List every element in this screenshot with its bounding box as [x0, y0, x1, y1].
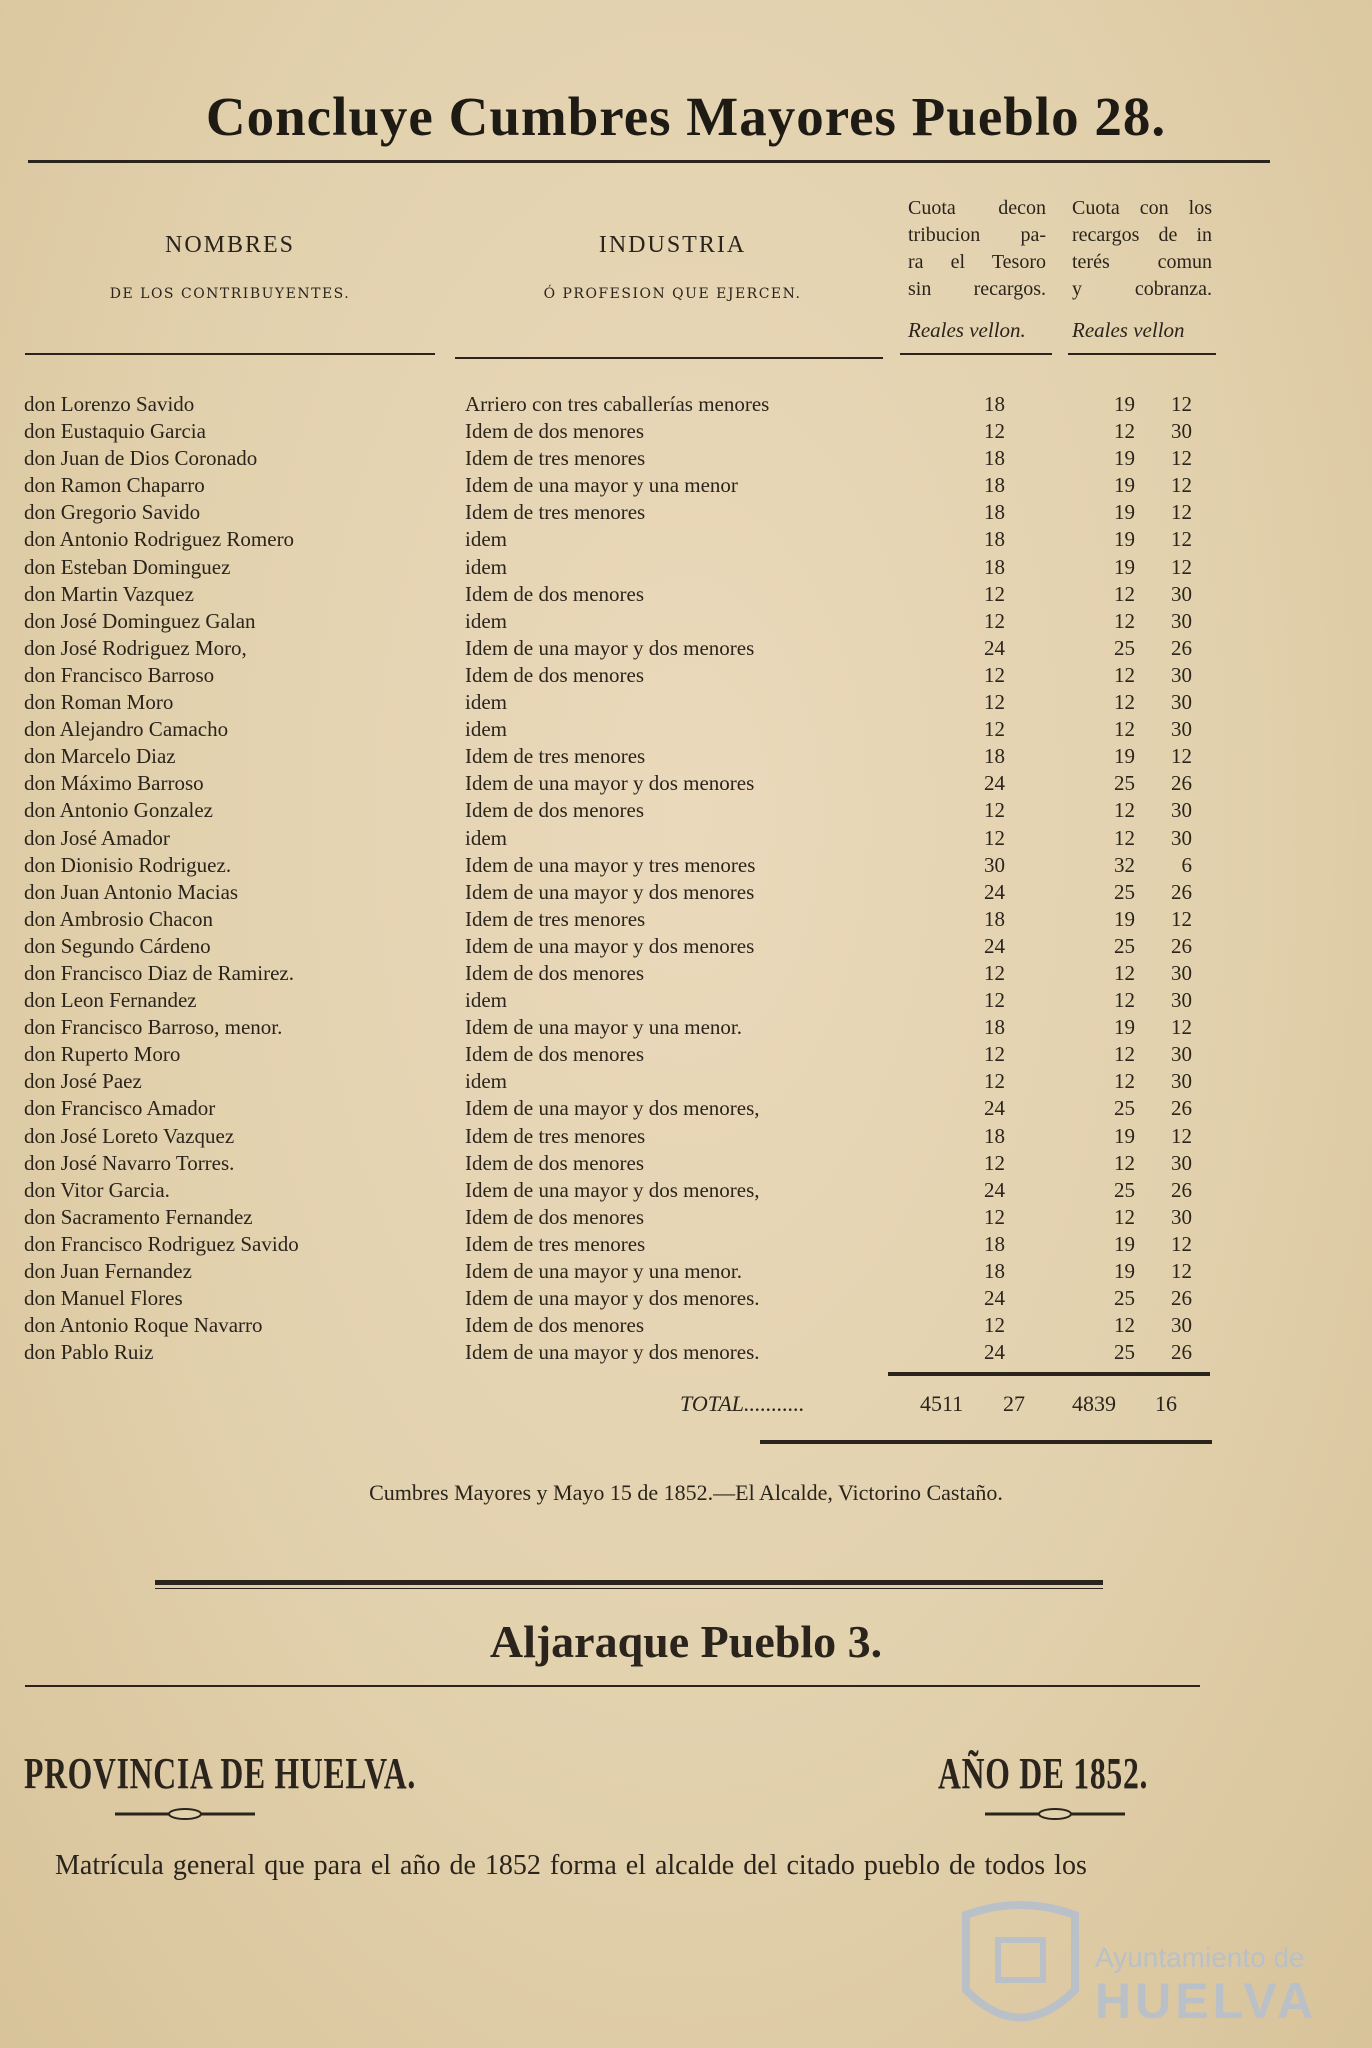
- matricula-text: Matrícula general que para el año de 1852 forma el alcalde del citado pueblo de todos los: [55, 1850, 1087, 1881]
- cuota-recargo-cent-cell: 30: [1171, 419, 1192, 444]
- cuota-recargo-reales-cell: 12: [1114, 608, 1135, 633]
- cuota-tesoro-cell: 24: [984, 1096, 1005, 1121]
- contribuyente-name: don Martin Vazquez: [24, 581, 194, 606]
- nombres-header: [25, 232, 435, 302]
- contribuyente-name: don José Amador: [24, 825, 170, 850]
- industria-cell: Idem de dos menores: [465, 798, 645, 823]
- cuota-recargo-reales-cell: 12: [1114, 960, 1135, 985]
- cuota-recargo-cent-cell: 26: [1171, 879, 1192, 904]
- table-row: [0, 1014, 1372, 1041]
- cuota-tesoro-cell: 12: [984, 1042, 1005, 1067]
- industria-cell: Idem de una mayor y una menor.: [465, 1015, 742, 1040]
- cuota-recargo-cent-cell: 26: [1171, 1177, 1192, 1202]
- table-row: [0, 445, 1372, 472]
- section-rule-thick: [155, 1580, 1103, 1585]
- industria-cell: idem: [465, 690, 507, 715]
- cuota-tesoro-cell: 18: [984, 1123, 1005, 1148]
- table-row: [0, 608, 1372, 635]
- contribuyente-name: don Alejandro Camacho: [24, 717, 229, 742]
- cuota-recargo-reales-cell: 12: [1114, 690, 1135, 715]
- contribuyente-name: don Manuel Flores: [24, 1286, 183, 1311]
- cuota-recargo-cent-cell: 26: [1171, 1096, 1192, 1121]
- industria-cell: Idem de una mayor y dos menores,: [465, 1177, 760, 1202]
- industria-cell: idem: [465, 608, 507, 633]
- industria-cell: Idem de una mayor y dos menores.: [465, 1340, 760, 1365]
- section-rule-thin: [155, 1588, 1103, 1589]
- cuota-recargo-cent-cell: 12: [1171, 1123, 1192, 1148]
- cuota-recargo-reales-cell: 12: [1114, 1204, 1135, 1229]
- table-row: [0, 391, 1372, 418]
- cuota-tesoro-cell: 12: [984, 1313, 1005, 1338]
- cuota-recargo-cent-cell: 30: [1171, 1042, 1192, 1067]
- contribuyente-name: don José Dominguez Galan: [24, 608, 256, 633]
- cuota-recargo-reales-cell: 19: [1114, 744, 1135, 769]
- table-row: [0, 770, 1372, 797]
- table-row: [0, 662, 1372, 689]
- cuota-recargo-cent-cell: 30: [1171, 1069, 1192, 1094]
- table-row: [0, 554, 1372, 581]
- cuota-recargo-reales-cell: 12: [1114, 825, 1135, 850]
- signature-line: Cumbres Mayores y Mayo 15 de 1852.—El Alcalde, Victorino Castaño.: [369, 1480, 1003, 1505]
- cuota-tesoro-cell: 18: [984, 906, 1005, 931]
- cuota-recargos-line: Cuota con los: [1072, 197, 1212, 219]
- cuota-tesoro-cell: 24: [984, 933, 1005, 958]
- industria-cell: Idem de dos menores: [465, 1150, 645, 1175]
- contribuyente-name: don Juan Antonio Macias: [24, 879, 239, 904]
- industria-label: INDUSTRIA: [598, 232, 747, 258]
- cuota-recargo-cent-cell: 26: [1171, 771, 1192, 796]
- cuota-recargo-reales-cell: 19: [1114, 554, 1135, 579]
- contribuyente-name: don Máximo Barroso: [24, 771, 204, 796]
- cuota-recargo-cent-cell: 30: [1171, 690, 1192, 715]
- table-row: [0, 689, 1372, 716]
- table-row: [0, 716, 1372, 743]
- header-rule-nombres: [25, 353, 435, 355]
- table-row: [0, 1041, 1372, 1068]
- watermark-line1: Ayuntamiento de: [1095, 1942, 1305, 1973]
- cuota-recargos-line: terés comun: [1072, 251, 1212, 273]
- table-row: [0, 418, 1372, 445]
- cuota-recargo-reales-cell: 25: [1114, 1096, 1135, 1121]
- cuota-tesoro-line: sin recargos.: [908, 278, 1046, 300]
- industria-cell: idem: [465, 1069, 507, 1094]
- contribuyentes-table: [0, 391, 1372, 1366]
- cuota-recargo-cent-cell: 6: [1181, 852, 1192, 877]
- cuota-tesoro-cell: 12: [984, 988, 1005, 1013]
- cuota-recargo-cent-cell: 12: [1171, 392, 1192, 416]
- cuota-recargo-reales-cell: 19: [1114, 1123, 1135, 1148]
- table-row: [0, 1258, 1372, 1285]
- cuota-tesoro-cell: 24: [984, 771, 1005, 796]
- contribuyente-name: don Esteban Dominguez: [24, 554, 231, 579]
- cuota-recargo-reales-cell: 25: [1114, 1177, 1135, 1202]
- table-row: [0, 743, 1372, 770]
- industria-cell: Idem de dos menores: [465, 419, 645, 444]
- total-rule-bottom: [760, 1440, 1212, 1444]
- industria-cell: idem: [465, 988, 507, 1013]
- contribuyente-name: don Antonio Roque Navarro: [24, 1313, 263, 1338]
- cuota-tesoro-cell: 12: [984, 717, 1005, 742]
- industria-cell: idem: [465, 825, 507, 850]
- industria-cell: Idem de dos menores: [465, 581, 645, 606]
- table-row: [0, 1231, 1372, 1258]
- total-tesoro-reales: 4511: [920, 1391, 964, 1416]
- cuota-recargo-reales-cell: 19: [1114, 500, 1135, 525]
- industria-cell: idem: [465, 717, 507, 742]
- table-row: [0, 1068, 1372, 1095]
- cuota-tesoro-cell: 18: [984, 500, 1005, 525]
- cuota-recargo-reales-cell: 19: [1114, 392, 1135, 416]
- industria-header: [455, 232, 890, 302]
- table-row: [0, 825, 1372, 852]
- section-title: Aljaraque Pueblo 3.: [489, 1616, 883, 1667]
- contribuyente-name: don Antonio Gonzalez: [24, 798, 213, 823]
- table-row: [0, 1339, 1372, 1366]
- industria-cell: Idem de dos menores: [465, 960, 645, 985]
- cuota-recargo-cent-cell: 26: [1171, 933, 1192, 958]
- table-row: [0, 879, 1372, 906]
- cuota-tesoro-cell: 18: [984, 744, 1005, 769]
- cuota-recargo-reales-cell: 12: [1114, 581, 1135, 606]
- cuota-recargo-reales-cell: 19: [1114, 527, 1135, 552]
- cuota-recargo-cent-cell: 30: [1171, 717, 1192, 742]
- cuota-recargo-cent-cell: 26: [1171, 1286, 1192, 1311]
- cuota-tesoro-cell: 12: [984, 1204, 1005, 1229]
- watermark-line2: HUELVA: [1095, 1973, 1318, 2029]
- title-rule: [28, 160, 1270, 163]
- cuota-tesoro-cell: 12: [984, 960, 1005, 985]
- table-row: [0, 852, 1372, 879]
- contribuyente-name: don José Rodriguez Moro,: [24, 635, 247, 660]
- cuota-recargo-reales-cell: 19: [1114, 1259, 1135, 1283]
- total-tesoro-cent: 27: [1003, 1391, 1025, 1416]
- industria-cell: Idem de tres menores: [465, 1123, 646, 1148]
- cuota-recargo-cent-cell: 12: [1171, 554, 1192, 579]
- cuota-recargo-cent-cell: 26: [1171, 1340, 1192, 1365]
- industria-cell: Idem de tres menores: [465, 906, 646, 931]
- cuota-tesoro-cell: 12: [984, 690, 1005, 715]
- contribuyente-name: don Segundo Cárdeno: [24, 933, 211, 958]
- contribuyente-name: don Lorenzo Savido: [24, 392, 195, 416]
- cuota-tesoro-cell: 24: [984, 1340, 1005, 1365]
- cuota-tesoro-cell: 12: [984, 419, 1005, 444]
- contribuyente-name: don José Paez: [24, 1069, 142, 1094]
- cuota-recargo-reales-cell: 25: [1114, 1340, 1135, 1365]
- industria-cell: Idem de una mayor y dos menores: [465, 771, 755, 796]
- cuota-recargo-cent-cell: 30: [1171, 988, 1192, 1013]
- contribuyente-name: don Sacramento Fernandez: [24, 1204, 253, 1229]
- cuota-recargo-reales-cell: 25: [1114, 933, 1135, 958]
- industria-cell: idem: [465, 527, 507, 552]
- cuota-recargo-cent-cell: 12: [1171, 500, 1192, 525]
- contribuyente-name: don Roman Moro: [24, 690, 174, 715]
- huelva-crest-icon: [958, 1895, 1083, 2045]
- table-row: [0, 797, 1372, 824]
- cuota-recargo-cent-cell: 12: [1171, 527, 1192, 552]
- cuota-recargo-reales-cell: 12: [1114, 419, 1135, 444]
- cuota-recargo-reales-cell: 25: [1114, 1286, 1135, 1311]
- contribuyente-name: don Leon Fernandez: [24, 988, 197, 1013]
- cuota-tesoro-cell: 18: [984, 1231, 1005, 1256]
- units-recargos: Reales vellon: [1072, 318, 1185, 342]
- header-rule-industria: [455, 357, 883, 359]
- ornament-rule-icon: [115, 1807, 255, 1821]
- table-row: [0, 1312, 1372, 1339]
- cuota-recargo-cent-cell: 30: [1171, 608, 1192, 633]
- cuota-tesoro-cell: 30: [984, 852, 1005, 877]
- contribuyente-name: don José Navarro Torres.: [24, 1150, 235, 1175]
- table-row: [0, 526, 1372, 553]
- table-row: [0, 960, 1372, 987]
- cuota-recargos-header: [1072, 195, 1212, 303]
- cuota-tesoro-line: ra el Tesoro: [908, 251, 1046, 273]
- contribuyente-name: don Marcelo Diaz: [24, 744, 176, 769]
- table-row: [0, 1123, 1372, 1150]
- cuota-recargo-cent-cell: 30: [1171, 662, 1192, 687]
- cuota-tesoro-cell: 12: [984, 662, 1005, 687]
- cuota-tesoro-cell: 12: [984, 798, 1005, 823]
- industria-sublabel: Ó PROFESION QUE EJERCEN.: [543, 286, 802, 302]
- cuota-tesoro-cell: 24: [984, 879, 1005, 904]
- contribuyente-name: don Francisco Rodriguez Savido: [24, 1231, 299, 1256]
- industria-cell: Idem de una mayor y dos menores,: [465, 1096, 760, 1121]
- industria-cell: idem: [465, 554, 507, 579]
- cuota-recargo-cent-cell: 30: [1171, 1150, 1192, 1175]
- cuota-tesoro-cell: 24: [984, 1286, 1005, 1311]
- cuota-recargo-reales-cell: 19: [1114, 1015, 1135, 1040]
- contribuyente-name: don Eustaquio Garcia: [24, 419, 206, 444]
- cuota-recargo-cent-cell: 12: [1171, 906, 1192, 931]
- contribuyente-name: don José Loreto Vazquez: [24, 1123, 235, 1148]
- section-title-rule: [25, 1685, 1200, 1687]
- contribuyente-name: don Gregorio Savido: [24, 500, 201, 525]
- cuota-recargo-reales-cell: 25: [1114, 635, 1135, 660]
- cuota-tesoro-line: Cuota decon: [908, 197, 1046, 219]
- table-row: [0, 1095, 1372, 1122]
- cuota-recargo-cent-cell: 30: [1171, 1204, 1192, 1229]
- cuota-tesoro-cell: 24: [984, 635, 1005, 660]
- cuota-recargo-reales-cell: 12: [1114, 798, 1135, 823]
- table-row: [0, 581, 1372, 608]
- cuota-recargo-cent-cell: 30: [1171, 581, 1192, 606]
- units-tesoro: Reales vellon.: [908, 318, 1026, 342]
- ano-heading: AÑO DE 1852.: [938, 1749, 1149, 1798]
- provincia-ornament: [115, 1806, 255, 1825]
- total-rule-top: [888, 1372, 1210, 1376]
- cuota-recargo-cent-cell: 12: [1171, 1231, 1192, 1256]
- cuota-recargo-cent-cell: 12: [1171, 446, 1192, 471]
- industria-cell: Idem de tres menores: [465, 446, 646, 471]
- cuota-recargo-reales-cell: 12: [1114, 1042, 1135, 1067]
- industria-cell: Arriero con tres caballerías menores: [465, 392, 770, 416]
- cuota-tesoro-cell: 18: [984, 1015, 1005, 1040]
- cuota-recargo-reales-cell: 19: [1114, 906, 1135, 931]
- table-row: [0, 1285, 1372, 1312]
- cuota-tesoro-cell: 18: [984, 527, 1005, 552]
- nombres-sublabel: DE LOS CONTRIBUYENTES.: [109, 286, 351, 302]
- contribuyente-name: don Francisco Barroso: [24, 662, 215, 687]
- contribuyente-name: don Ruperto Moro: [24, 1042, 181, 1067]
- contribuyente-name: don Francisco Diaz de Ramirez.: [24, 960, 294, 985]
- cuota-tesoro-line: tribucion pa-: [908, 224, 1046, 246]
- cuota-tesoro-cell: 12: [984, 1150, 1005, 1175]
- nombres-label: NOMBRES: [164, 232, 296, 258]
- cuota-recargo-cent-cell: 30: [1171, 1313, 1192, 1338]
- cuota-recargos-line: recargos de in: [1072, 224, 1212, 246]
- cuota-tesoro-cell: 18: [984, 1259, 1005, 1283]
- contribuyente-name: don Francisco Barroso, menor.: [24, 1015, 283, 1040]
- cuota-recargo-reales-cell: 25: [1114, 771, 1135, 796]
- cuota-recargo-reales-cell: 32: [1114, 852, 1135, 877]
- industria-cell: Idem de una mayor y dos menores: [465, 879, 755, 904]
- industria-cell: Idem de una mayor y tres menores: [465, 852, 756, 877]
- cuota-recargo-reales-cell: 19: [1114, 1231, 1135, 1256]
- contribuyente-name: don Pablo Ruiz: [24, 1340, 154, 1365]
- industria-cell: Idem de una mayor y una menor: [465, 473, 738, 498]
- cuota-recargo-cent-cell: 12: [1171, 473, 1192, 498]
- cuota-recargo-reales-cell: 19: [1114, 446, 1135, 471]
- industria-cell: Idem de tres menores: [465, 744, 646, 769]
- contribuyente-name: don Juan de Dios Coronado: [24, 446, 258, 471]
- contribuyente-name: don Francisco Amador: [24, 1096, 216, 1121]
- cuota-tesoro-cell: 18: [984, 554, 1005, 579]
- industria-cell: Idem de tres menores: [465, 500, 646, 525]
- header-rule-tesoro: [900, 353, 1052, 355]
- contribuyente-name: don Ambrosio Chacon: [24, 906, 213, 931]
- industria-cell: Idem de dos menores: [465, 1042, 645, 1067]
- cuota-tesoro-cell: 12: [984, 581, 1005, 606]
- table-row: [0, 1177, 1372, 1204]
- cuota-tesoro-cell: 18: [984, 446, 1005, 471]
- table-row: [0, 987, 1372, 1014]
- industria-cell: Idem de dos menores: [465, 1313, 645, 1338]
- cuota-recargo-reales-cell: 12: [1114, 988, 1135, 1013]
- cuota-recargos-line: y cobranza.: [1072, 278, 1212, 300]
- table-row: [0, 1150, 1372, 1177]
- table-row: [0, 472, 1372, 499]
- cuota-recargo-cent-cell: 12: [1171, 1015, 1192, 1040]
- cuota-recargo-cent-cell: 30: [1171, 798, 1192, 823]
- total-recargo-cent: 16: [1155, 1391, 1177, 1416]
- industria-cell: Idem de una mayor y dos menores: [465, 933, 755, 958]
- contribuyente-name: don Antonio Rodriguez Romero: [24, 527, 295, 552]
- page-title: Concluye Cumbres Mayores Pueblo 28.: [205, 86, 1167, 147]
- industria-cell: Idem de dos menores: [465, 1204, 645, 1229]
- header-rule-recargos: [1068, 353, 1216, 355]
- provincia-heading: PROVINCIA DE HUELVA.: [24, 1749, 417, 1798]
- cuota-recargo-cent-cell: 30: [1171, 960, 1192, 985]
- cuota-recargo-reales-cell: 12: [1114, 1150, 1135, 1175]
- cuota-recargo-reales-cell: 12: [1114, 1313, 1135, 1338]
- cuota-recargo-reales-cell: 25: [1114, 879, 1135, 904]
- table-row: [0, 1204, 1372, 1231]
- contribuyente-name: don Juan Fernandez: [24, 1259, 192, 1283]
- cuota-tesoro-cell: 12: [984, 608, 1005, 633]
- ornament-rule-icon: [985, 1807, 1125, 1821]
- cuota-recargo-cent-cell: 30: [1171, 825, 1192, 850]
- table-row: [0, 906, 1372, 933]
- industria-cell: Idem de una mayor y dos menores: [465, 635, 755, 660]
- cuota-recargo-cent-cell: 12: [1171, 1259, 1192, 1283]
- cuota-tesoro-cell: 18: [984, 392, 1005, 416]
- cuota-recargo-cent-cell: 12: [1171, 744, 1192, 769]
- contribuyente-name: don Dionisio Rodriguez.: [24, 852, 232, 877]
- table-row: [0, 635, 1372, 662]
- cuota-recargo-reales-cell: 12: [1114, 662, 1135, 687]
- industria-cell: Idem de dos menores: [465, 662, 645, 687]
- cuota-tesoro-cell: 18: [984, 473, 1005, 498]
- contribuyente-name: don Vitor Garcia.: [24, 1177, 170, 1202]
- industria-cell: Idem de tres menores: [465, 1231, 646, 1256]
- cuota-recargo-reales-cell: 12: [1114, 1069, 1135, 1094]
- cuota-tesoro-header: [908, 195, 1046, 303]
- table-row: [0, 933, 1372, 960]
- cuota-recargo-cent-cell: 26: [1171, 635, 1192, 660]
- total-label: TOTAL...........: [680, 1391, 805, 1416]
- industria-cell: Idem de una mayor y dos menores.: [465, 1286, 760, 1311]
- cuota-tesoro-cell: 12: [984, 1069, 1005, 1094]
- cuota-recargo-reales-cell: 12: [1114, 717, 1135, 742]
- total-recargo-reales: 4839: [1072, 1391, 1116, 1416]
- cuota-tesoro-cell: 24: [984, 1177, 1005, 1202]
- contribuyente-name: don Ramon Chaparro: [24, 473, 205, 498]
- cuota-tesoro-cell: 12: [984, 825, 1005, 850]
- ano-ornament: [985, 1806, 1125, 1825]
- table-row: [0, 499, 1372, 526]
- industria-cell: Idem de una mayor y una menor.: [465, 1259, 742, 1283]
- cuota-recargo-reales-cell: 19: [1114, 473, 1135, 498]
